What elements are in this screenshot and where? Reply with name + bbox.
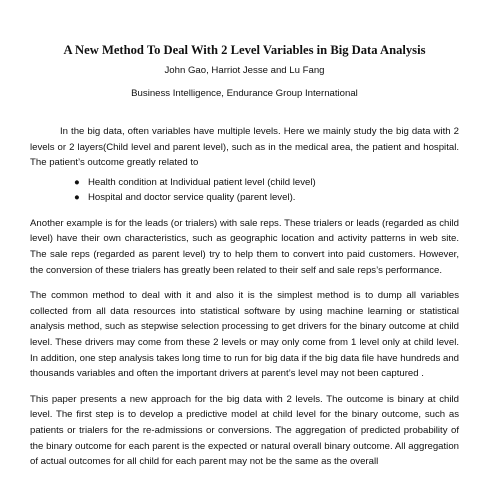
bullet-text: Health condition at Individual patient level (child level): [88, 176, 316, 188]
example-paragraph: Another example is for the leads (or trialers) with sale reps. These trialers or leads (regarded as child level) have their own characteristics, such as geographic location and activity patterns in web site. The sale reps (regarded as parent level) try to help them to convert into paid customers. However, the conversion of these trialers has greatly been related to their self and sale reps’s performance.: [30, 217, 459, 276]
paper-affiliation: Business Intelligence, Endurance Group International: [131, 88, 358, 99]
bullet-text: Hospital and doctor service quality (parent level).: [88, 191, 296, 203]
bullet-icon: ●: [74, 191, 80, 203]
list-item: [74, 175, 459, 190]
bullet-icon: ●: [74, 176, 80, 188]
approach-paragraph: This paper presents a new approach for the big data with 2 levels. The outcome is binary at child level. The first step is to develop a predictive model at child level for the binary outcome, such as patients or trialers for the re-admissions or conversions. The aggregation of predicted probability of the binary outcome for each parent is the expected or natural overall binary outcome. All aggregation of actual outcomes for all child for each parent may not be the same as the overall: [30, 393, 459, 468]
common-method-paragraph: The common method to deal with it and also it is the simplest method is to dump all variables collected from all data resources into statistical software by using machine learning or statistical analysis method, such as stepwise selection processing to get drivers for the binary outcome at child level. These drivers may come from these 2 levels or may only come from 1 level only at child level. In addition, one step analysis takes long time to run for big data if the big data file have hundreds and thousands variables and often the important drivers at parent’s level may not been captured .: [30, 290, 459, 380]
paper-authors: John Gao, Harriot Jesse and Lu Fang: [164, 65, 325, 76]
list-item: [74, 190, 459, 205]
factor-bullet-list: [30, 175, 459, 205]
paper-title: A New Method To Deal With 2 Level Variables in Big Data Analysis: [63, 43, 426, 57]
intro-paragraph: In the big data, often variables have multiple levels. Here we mainly study the big data with 2 levels or 2 layers(Child level and parent level), such as in the medical area, the patient and hospital. The patient’s outcome greatly related to: [30, 126, 459, 169]
